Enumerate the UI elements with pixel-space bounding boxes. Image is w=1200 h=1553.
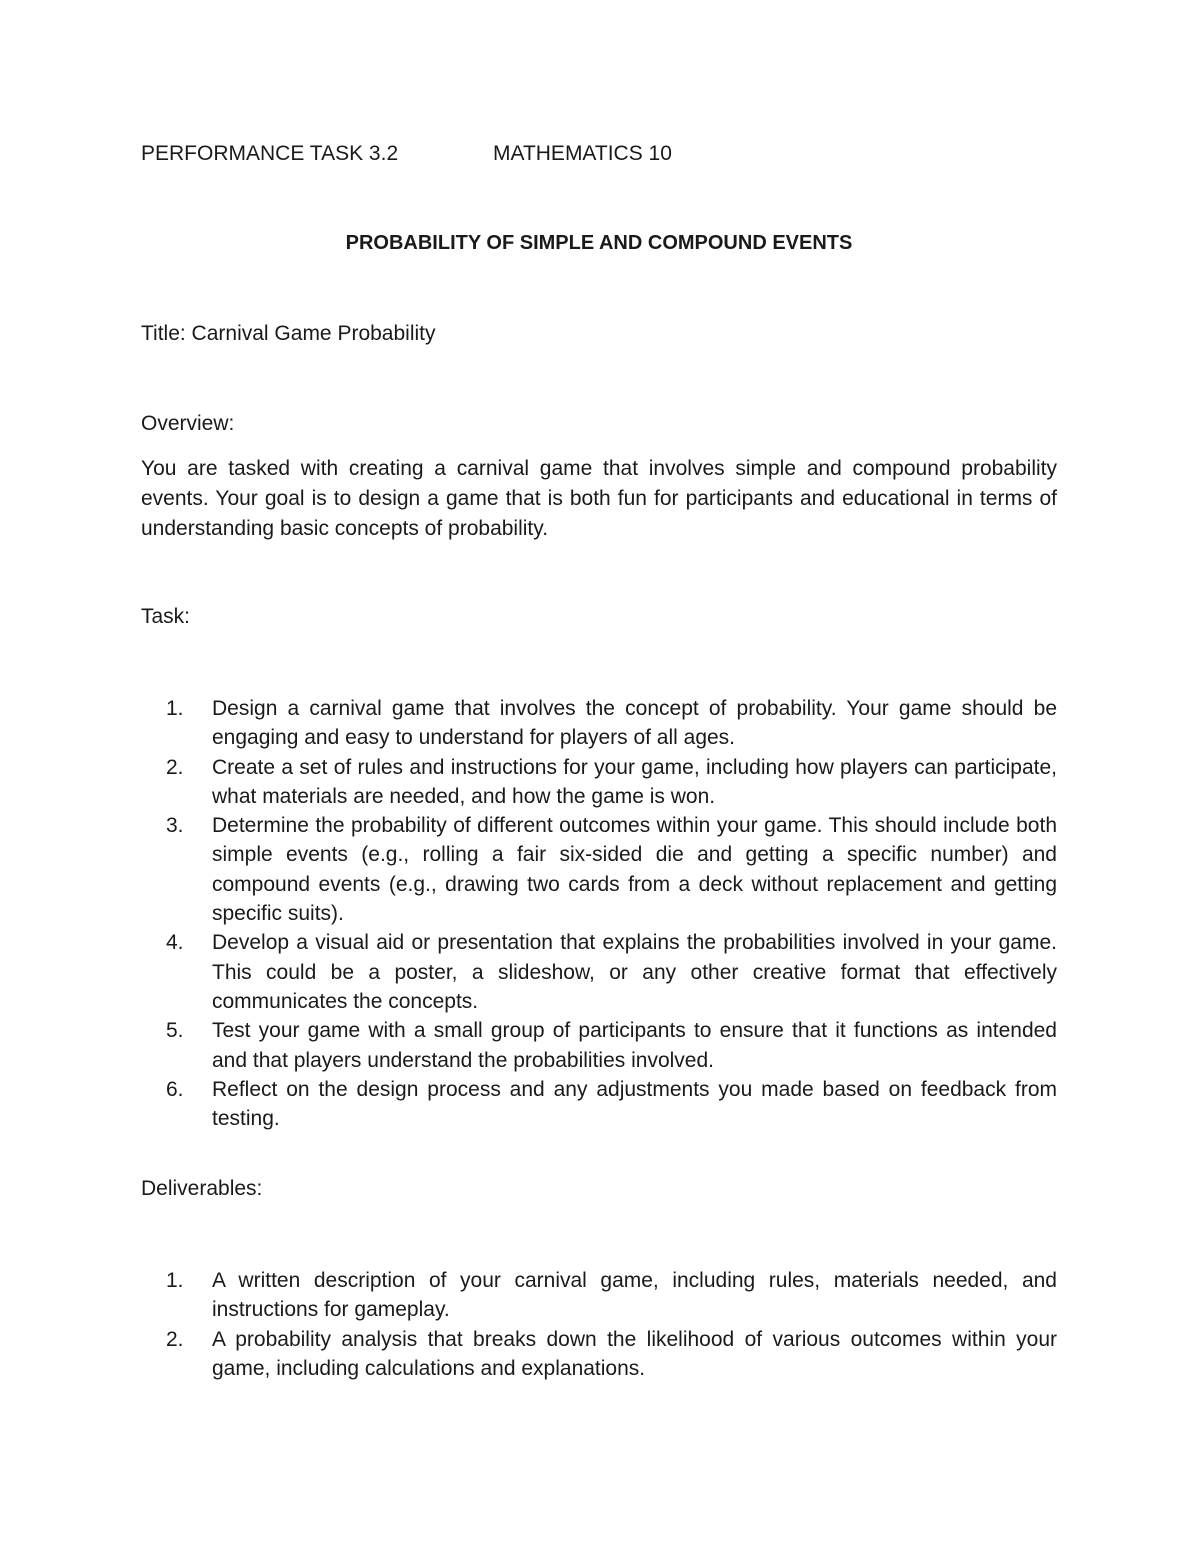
task-label: Task:	[141, 605, 191, 628]
task-item	[141, 811, 1057, 928]
deliverables-label: Deliverables:	[141, 1177, 263, 1200]
main-title: PROBABILITY OF SIMPLE AND COMPOUND EVENTS	[345, 232, 853, 254]
task-list	[141, 694, 1057, 1133]
task-item	[141, 1016, 1057, 1075]
task-item-number: 6.	[166, 1077, 184, 1101]
task-item	[141, 1075, 1057, 1134]
deliverable-item	[141, 1325, 1057, 1384]
task-item	[141, 753, 1057, 812]
task-item-text: Develop a visual aid or presentation that explains the probabilities involved in your game. This could be a poster, a slideshow, or any other creative format that effectively communicates the concepts.	[212, 931, 1057, 1013]
overview-label: Overview:	[141, 412, 235, 435]
task-item-number: 5.	[166, 1019, 184, 1043]
task-item-text: Test your game with a small group of participants to ensure that it functions as intended and that players understand the probabilities involved.	[212, 1019, 1057, 1072]
task-item-text: Determine the probability of different outcomes within your game. This should include both simple events (e.g., rolling a fair six-sided die and getting a specific number) and compound events (e.g., drawing two cards from a deck without replacement and getting specific suits).	[212, 814, 1057, 926]
deliverables-list	[141, 1266, 1057, 1383]
task-item-text: Reflect on the design process and any adjustments you made based on feedback from testing.	[212, 1077, 1057, 1131]
subject-label: MATHEMATICS 10	[493, 142, 672, 165]
task-item	[141, 694, 1057, 753]
deliverable-item-number: 1.	[166, 1269, 184, 1292]
task-item-number: 1.	[166, 697, 184, 720]
overview-paragraph: You are tasked with creating a carnival game that involves simple and compound probability events. Your goal is to design a game that is both fun for participants and educational in terms of understanding basic concepts of probability.	[141, 457, 1057, 540]
performance-task-label: PERFORMANCE TASK 3.2	[141, 142, 399, 165]
game-title-line: Title: Carnival Game Probability	[141, 322, 436, 345]
deliverable-item-text: A written description of your carnival game, including rules, materials needed, and instructions for gameplay.	[212, 1269, 1057, 1322]
deliverable-item-number: 2.	[166, 1327, 184, 1351]
task-item	[141, 928, 1057, 1016]
task-item-text: Design a carnival game that involves the concept of probability. Your game should be engaging and easy to understand for players of all ages.	[212, 697, 1057, 750]
task-item-number: 3.	[166, 814, 184, 838]
deliverable-item	[141, 1266, 1057, 1325]
deliverable-item-text: A probability analysis that breaks down the likelihood of various outcomes within your game, including calculations and explanations.	[212, 1327, 1057, 1380]
task-item-number: 2.	[166, 755, 184, 779]
task-item-text: Create a set of rules and instructions for your game, including how players can participate, what materials are needed, and how the game is won.	[212, 755, 1057, 808]
task-item-number: 4.	[166, 931, 184, 955]
